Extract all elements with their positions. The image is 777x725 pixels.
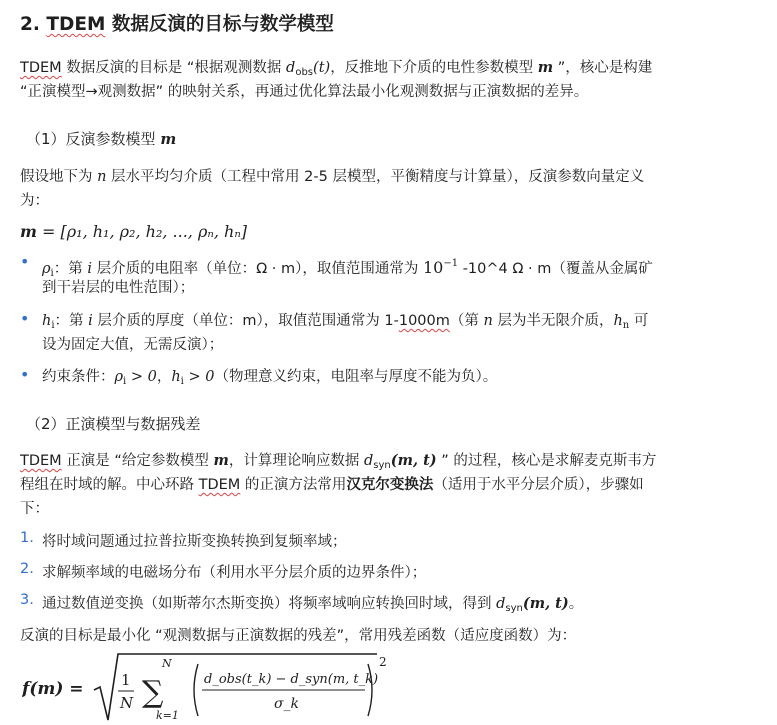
b1-exp: −1 bbox=[443, 258, 459, 269]
intro-text-3: ”，核心是构建 bbox=[553, 60, 653, 76]
objective-paragraph: 反演的目标是最小化 “观测数据与正演数据的残差”，常用残差函数（适应度函数）为： bbox=[20, 628, 577, 644]
b3-rho-rel: > 0 bbox=[126, 369, 157, 385]
step-3-text: 通过数值逆变换（如斯蒂尔杰斯变换）将频率域响应转换回时域，得到 bbox=[42, 596, 497, 612]
step-number: 1. bbox=[20, 530, 34, 546]
left-paren bbox=[194, 664, 198, 716]
section-1-title-text: （1）反演参数模型 bbox=[26, 130, 161, 148]
hankel-method: 汉克尔变换法 bbox=[346, 477, 434, 493]
b1-text-3: -10^4 Ω · m（覆盖从金属矿 bbox=[458, 261, 653, 277]
forward-line-2 bbox=[20, 473, 763, 497]
step-3-arg: (m, t) bbox=[522, 595, 569, 612]
dobs-sub: obs bbox=[295, 67, 314, 78]
parameter-vector bbox=[20, 220, 763, 244]
dsyn-sub: syn bbox=[373, 460, 391, 471]
b3-comma: ， bbox=[156, 369, 172, 385]
dobs-arg: (t) bbox=[313, 60, 331, 76]
rho-sub: i bbox=[50, 268, 54, 279]
dsyn-symbol: d bbox=[364, 453, 374, 469]
dobs-symbol: d bbox=[286, 60, 296, 76]
bullet-resistivity-line-2: 到干岩层的电性范围）； bbox=[42, 280, 195, 296]
formula-lhs: f(m) = bbox=[22, 679, 84, 699]
b2-text-5: 可 bbox=[629, 313, 649, 329]
forward-text-1: 正演是 “给定参数模型 bbox=[61, 453, 214, 469]
objective-formula bbox=[22, 650, 442, 725]
bullet-constraints bbox=[42, 365, 763, 394]
model-symbol: m bbox=[537, 59, 554, 76]
assume-text-1: 假设地下为 bbox=[20, 169, 98, 185]
dsyn-arg: (m, t) bbox=[390, 452, 437, 469]
step-3-sub: syn bbox=[505, 603, 523, 614]
intro-text-2: ，反推地下介质的电性参数模型 bbox=[330, 60, 538, 76]
b3-rho: ρ bbox=[114, 369, 124, 385]
assumption-line-2: 为： bbox=[20, 193, 49, 209]
intro-tdem: TDEM bbox=[20, 60, 62, 76]
b1-i: i bbox=[87, 261, 92, 277]
heading-text: 数据反演的目标与数学模型 bbox=[105, 14, 334, 35]
b2-hn: h bbox=[613, 313, 623, 329]
forward-line-3: 下： bbox=[20, 501, 49, 517]
vector-lhs: m bbox=[20, 222, 37, 241]
step-1: 将时域问题通过拉普拉斯变换转换到复频率域； bbox=[42, 534, 347, 550]
forward-tdem-2: TDEM bbox=[198, 477, 241, 493]
bullet-thickness-line-2: 设为固定大值，无需反演）； bbox=[42, 337, 224, 353]
b2-text-4: 层为半无限介质， bbox=[492, 313, 614, 329]
assume-n: n bbox=[97, 169, 107, 185]
bullet-dot: • bbox=[20, 309, 30, 328]
forward-line2-b: 的正演方法常用 bbox=[240, 477, 347, 493]
section-heading bbox=[20, 10, 763, 40]
step-number: 2. bbox=[20, 561, 34, 577]
formula-numerator: d_obs(t_k) − d_syn(m, t_k) bbox=[204, 672, 379, 687]
sum-bottom: k=1 bbox=[156, 709, 179, 722]
b3-h-sub: i bbox=[180, 376, 184, 387]
section-1-m: m bbox=[160, 130, 177, 148]
sqrt-sign bbox=[94, 654, 377, 720]
h-sub: i bbox=[51, 320, 55, 331]
step-number: 3. bbox=[20, 592, 34, 608]
section-2-title: （2）正演模型与数据残差 bbox=[26, 415, 201, 433]
bullet-dot: • bbox=[20, 365, 30, 384]
h-symbol: h bbox=[42, 313, 52, 329]
b3-rho-sub: i bbox=[123, 376, 127, 387]
b2-hn-sub: n bbox=[622, 320, 630, 331]
b1-text-2: 层介质的电阻率（单位：Ω · m），取值范围通常为 bbox=[91, 261, 423, 277]
forward-text-2: ，计算理论响应数据 bbox=[228, 453, 364, 469]
assume-text-2: 层水平均匀介质（工程中常用 2-5 层模型，平衡精度与计算量），反演参数向量定义 bbox=[106, 169, 645, 185]
b2-range-end: 1000m bbox=[398, 313, 450, 329]
b2-i: i bbox=[88, 313, 93, 329]
section-1-title bbox=[26, 127, 763, 151]
b3-text-2: （物理意义约束，电阻率与厚度不能为负）。 bbox=[214, 369, 498, 385]
b1-ten: 10 bbox=[422, 258, 444, 277]
b3-text-1: 约束条件： bbox=[42, 369, 115, 385]
b1-text-1: ：第 bbox=[53, 261, 88, 277]
intro-text-1: 数据反演的目标是 “根据观测数据 bbox=[61, 60, 287, 76]
bullet-dot: • bbox=[20, 252, 30, 271]
formula-N: N bbox=[120, 694, 134, 712]
forward-m: m bbox=[213, 452, 229, 469]
step-2: 求解频率域的电磁场分布（利用水平分层介质的边界条件）； bbox=[42, 565, 427, 581]
b3-h: h bbox=[171, 369, 181, 385]
assumption-paragraph bbox=[20, 165, 763, 189]
b2-n: n bbox=[483, 313, 493, 329]
forward-text-3: ” 的过程，核心是求解麦克斯韦方 bbox=[436, 453, 657, 469]
sum-top: N bbox=[162, 657, 172, 670]
b2-text-3: （第 bbox=[449, 313, 484, 329]
b3-h-rel: > 0 bbox=[183, 369, 215, 385]
formula-power: 2 bbox=[379, 655, 387, 669]
intro-line-2: “正演模型→观测数据” 的映射关系，再通过优化算法最小化观测数据与正演数据的差异。 bbox=[20, 84, 589, 100]
b2-text-1: ：第 bbox=[54, 313, 89, 329]
heading-number: 2. bbox=[20, 14, 40, 35]
forward-line2-c: （适用于水平分层介质），步骤如 bbox=[433, 477, 644, 493]
vector-rhs: = [ρ₁, h₁, ρ₂, h₂, ..., ρₙ, hₙ] bbox=[36, 222, 248, 241]
heading-tdem: TDEM bbox=[46, 14, 106, 35]
forward-line2-a: 程组在时域的解。中心环路 bbox=[20, 477, 199, 493]
formula-denominator: σ_k bbox=[274, 696, 300, 712]
step-3-d: d bbox=[496, 596, 506, 612]
b2-text-2: 层介质的厚度（单位：m），取值范围通常为 1- bbox=[92, 313, 399, 329]
formula-one: 1 bbox=[121, 671, 131, 689]
step-3-end: 。 bbox=[568, 596, 584, 612]
step-3 bbox=[42, 592, 763, 621]
rho-symbol: ρ bbox=[42, 261, 51, 277]
sum-sign: ∑ bbox=[142, 675, 164, 710]
forward-tdem: TDEM bbox=[20, 453, 62, 469]
